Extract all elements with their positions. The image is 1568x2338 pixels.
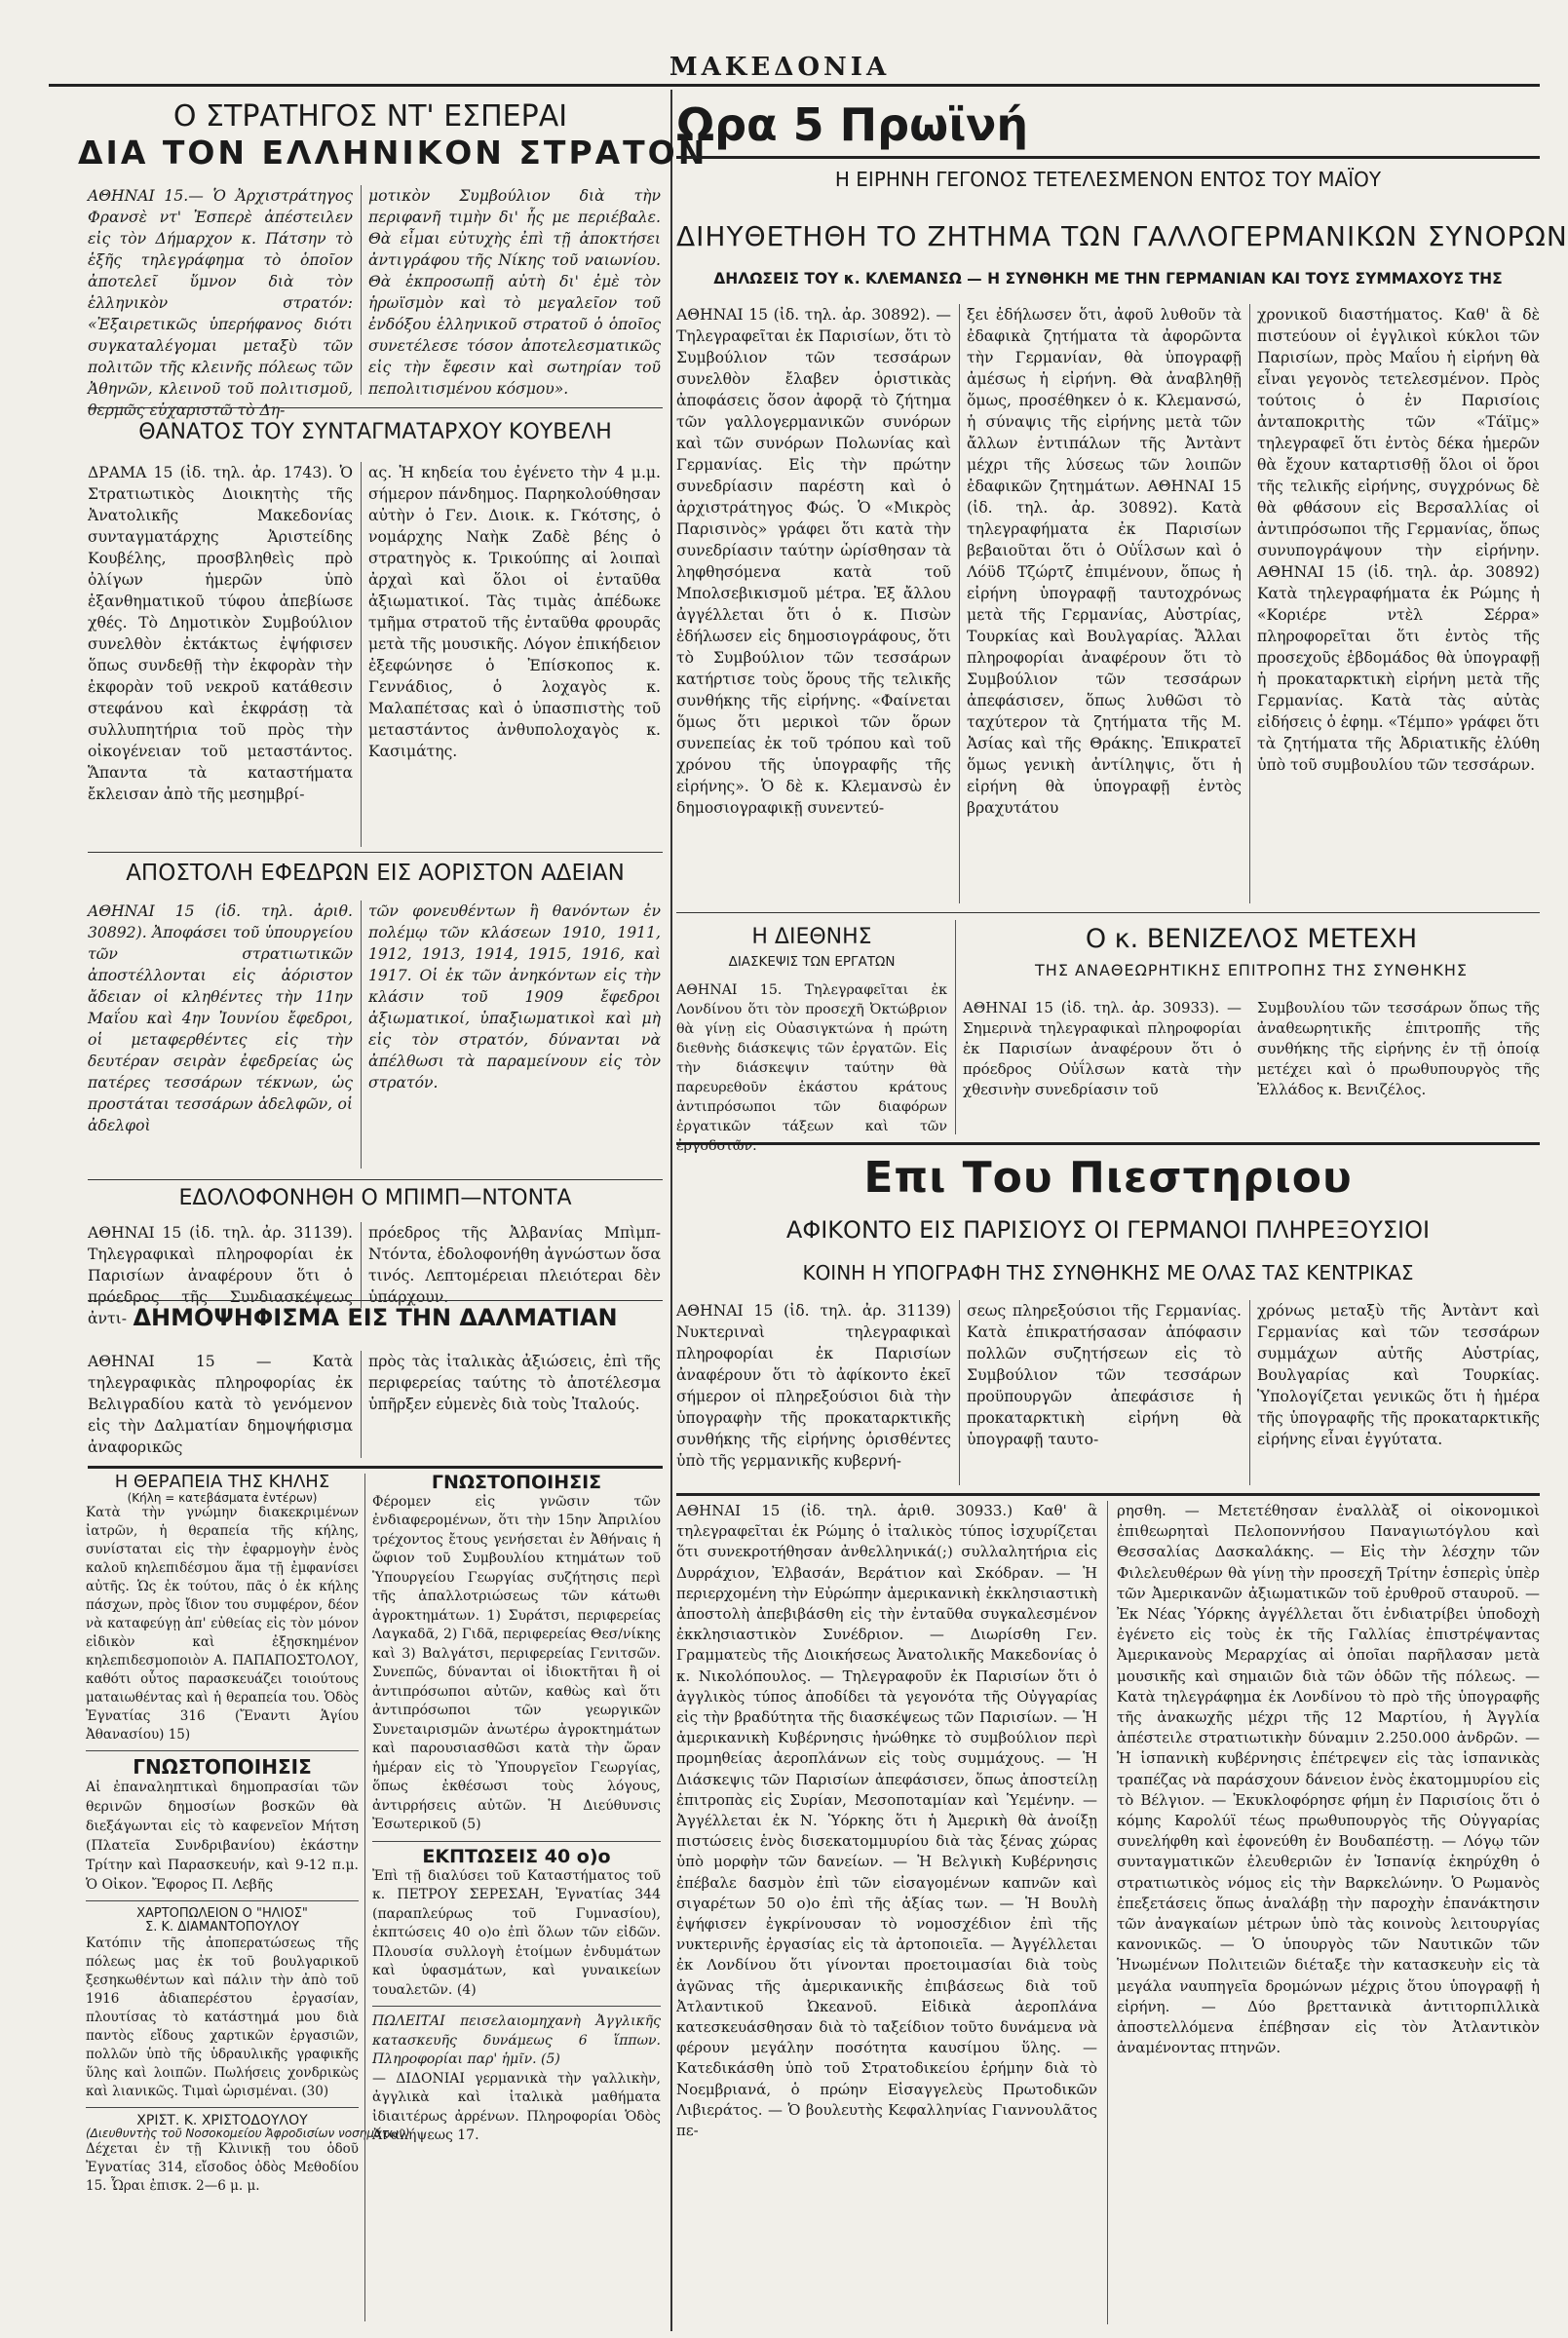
divider	[955, 920, 956, 1134]
leave-col-2: τῶν φονευθέντων ἢ θανόντων ἐν πολέμῳ τῶν κλάσεων 1910, 1911, 1912, 1913, 1914, 1915, 1916, καὶ 1917. Οἱ ἐκ τῶν ἀνηκόντων εἰς τὴν κλάσιν τοῦ 1909 ἔφεδροι ἀξιωματικοί, ὑπαξιωματικοὶ καὶ μὴ εἰς τὸν στρατόν, δύνανται νὰ ἀπέλθωσι τὰ παραμείνουν εἰς τὸν στρατόν.	[368, 902, 661, 1092]
venizelos-headline-2: ΤΗΣ ΑΝΑΘΕΩΡΗΤΙΚΗΣ ΕΠΙΤΡΟΠΗΣ ΤΗΣ ΣΥΝΘΗΚΗΣ	[1035, 961, 1468, 979]
death-col-1: ΔΡΑΜΑ 15 (ἰδ. τηλ. ἀρ. 1743). Ὁ Στρατιωτικὸς Διοικητὴς τῆς Ἀνατολικῆς Μακεδονίας συνταγματάρχης Ἀριστείδης Κουβέλης, προσβληθεὶς πρὸ ὀλίγων ἡμερῶν ὑπὸ ἐξανθηματικοῦ τύφου ἀπεβίωσε χθές. Τὸ Δημοτικὸν Συμβούλιον συνελθὸν ἐκτάκτως ἐψήφισεν ὅπως συνδεθῇ τὴν ἐκφορὰν τὴν ἐκφορὰν τοῦ νεκροῦ κατάθεσιν στεφάνου καὶ ἐκφράσῃ τὰ συλλυπητήρια τοῦ πρὸς τὴν οἰκογένειαν τοῦ μεταστάντος. Ἅπαντα τὰ καταστήματα ἔκλεισαν ἀπὸ τῆς μεσημβρί-	[88, 464, 353, 803]
divider	[88, 407, 663, 408]
dalmatia-col-2: πρὸς τὰς ἰταλικὰς ἀξιώσεις, ἐπὶ τῆς περιφερείας ταύτης τὸ ἀποτέλεσμα ὑπῆρξεν εὐμενὲς διὰ τοὺς Ἰταλούς.	[368, 1353, 661, 1413]
ad-subtitle: (Διευθυντὴς τοῦ Νοσοκομείου Ἀφροδισίων νοσημάτων)	[86, 2127, 410, 2141]
general-headline-2: ΔΙΑ ΤΟΝ ΕΛΛΗΝΙΚΟΝ ΣΤΡΑΤΟΝ	[78, 134, 708, 172]
peace-col-3: χρονικοῦ διαστήματος. Καθ' ἃ δὲ πιστεύουν οἱ ἐγγλικοὶ κύκλοι τῶν Παρισίων, πρὸς Μαΐου ἡ εἰρήνη θὰ εἶναι γεγονὸς τετελεσμένον. Πρὸς τούτοις ὁ ἐν Παρισίοις ἀνταποκριτὴς τῶν «Τάϊμς» τηλεγραφεῖ ὅτι ἐντὸς δέκα ἡμερῶν θὰ ἔχουν καταρτισθῇ ὅλοι οἱ ὅροι τῆς τελικῆς εἰρήνης, συγχρόνως δὲ θὰ φθάσουν εἰς Βερσαλλίας οἱ ἀντιπρόσωποι τῆς Γερμανίας, ὅπως συνυπογράψουν τὴν εἰρήνην. ΑΘΗΝΑΙ 15 (ἰδ. τηλ. ἀρ. 30892) Κατὰ τηλεγραφήματα ἐκ Ρώμης ἡ «Κοριέρε ντὲλ Σέρρα» πληροφορεῖται ὅτι ἐντὸς τῆς προσεχοῦς ἑβδομάδος θὰ ὑπογραφῇ ἡ προκαταρκτικὴ εἰρήνη μετὰ τῆς Γερμανίας. Κατὰ τὰς αὐτὰς εἰδήσεις ὁ ἐφημ. «Τέμπο» γράφει ὅτι τὰ ζητήματα τῆς Ἀδριατικῆς ἐλύθη ὑπὸ τοῦ συμβουλίου τῶν τεσσάρων.	[1257, 306, 1540, 774]
ad-stationery	[86, 1907, 359, 2100]
banner-5am: Ωρα 5 Πρωϊνή	[676, 98, 1029, 151]
masthead-rule	[49, 84, 1540, 87]
divider	[676, 1142, 1540, 1145]
general-headline-1: Ο ΣΤΡΑΤΗΓΟΣ ΝΤ' ΕΣΠΕΡΑΙ	[172, 99, 568, 134]
ad-title: ΕΚΠΤΩΣΕΙΣ 40 ο)ο	[422, 1845, 611, 1867]
albania-col-2: πρόεδρος τῆς Ἀλβανίας Μπὶμπ-Ντόντα, ἐδολοφονήθη ἀγνώστων ὅσα τινός. Λεπτομέρειαι πλειότεραι δὲν ὑπάρχουν.	[368, 1224, 661, 1306]
labor-headline-2: ΔΙΑΣΚΕΨΙΣ ΤΩΝ ΕΡΓΑΤΩΝ	[728, 954, 896, 970]
ad-body: Δέχεται ἐν τῇ Κλινικῇ του ὁδοῦ Ἐγνατίας 314, εἴσοδος ὁδὸς Μεθοδίου 15. Ὧραι ἐπισκ. 2—6 μ. μ.	[86, 2141, 359, 2195]
divider	[88, 1466, 663, 1469]
divider	[676, 912, 1540, 913]
ad-body: Αἱ ἐπαναληπτικαὶ δημοπρασίαι τῶν θερινῶν δημοσίων βοσκῶν θὰ διεξάγωνται εἰς τὸ καφενεῖον Μήτση (Πλατεῖα Συνδριβανίου) ἐκάστην Τρίτην καὶ Παρασκευήν, καὶ 9-12 π.μ. Ὁ Οἰκον. Ἔφορος Π. Λεβῆς	[86, 1780, 359, 1894]
death-headline: ΘΑΝΑΤΟΣ ΤΟΥ ΣΥΝΤΑΓΜΑΤΑΡΧΟΥ ΚΟΥΒΕΛΗ	[138, 420, 612, 444]
divider	[86, 1900, 359, 1901]
peace-headline-3: ΔΗΛΩΣΕΙΣ ΤΟΥ κ. ΚΛΕΜΑΝΣΩ — Η ΣΥΝΘΗΚΗ ΜΕ ΤΗΝ ΓΕΡΜΑΝΙΑΝ ΚΑΙ ΤΟΥΣ ΣΥΜΜΑΧΟΥΣ ΤΗΣ	[713, 270, 1503, 287]
press-col-3: χρόνως μεταξὺ τῆς Ἀντὰντ καὶ Γερμανίας καὶ τῶν τεσσάρων συμμάχων αὐτῆς Αὐστρίας, Βουλγαρίας καὶ Τουρκίας. Ὑπολογίζεται γενικῶς ὅτι ἡ ἡμέρα τῆς ὑπογραφῆς τῆς προκαταρκτικῆς εἰρήνης εἶναι ἐγγύτατα.	[1257, 1302, 1540, 1448]
ad-body: ΠΩΛΕΙΤΑΙ πεισελαιομηχανὴ Ἀγγλικῆς κατασκευῆς δυνάμεως 6 ἵππων. Πληροφορίαι παρ' ἡμῖν. (5)	[372, 2013, 661, 2068]
divider	[361, 185, 362, 395]
divider	[959, 304, 960, 903]
peace-col-2: ξει ἐδήλωσεν ὅτι, ἀφοῦ λυθοῦν τὰ ἐδαφικὰ ζητήματα τὰ ἀφορῶντα τὴν Γερμανίαν, θὰ ὑπογραφῇ ἀμέσως ἡ εἰρήνη. Θὰ ἀναβληθῇ ὅμως, προσέθηκεν ὁ κ. Κλεμανσώ, ἡ σύναψις τῆς εἰρήνης μετὰ τῶν ἄλλων ἐντιπάλων τῆς Ἀντὰντ μέχρι τῆς λύσεως τῶν λοιπῶν ἐδαφικῶν ζητημάτων. ΑΘΗΝΑΙ 15 (ἰδ. τηλ. ἀρ. 30892). Κατὰ τηλεγραφήματα ἐκ Παρισίων βεβαιοῦται ὅτι ὁ Οὐΐλσων καὶ ὁ Λόϋδ Τζώρτζ ἐπιμένουν, ὅπως ἡ εἰρήνη ὑπογραφῇ ταυτοχρόνως μετὰ τῆς Γερμανίας, Αὐστρίας, Τουρκίας καὶ Βουλγαρίας. Ἄλλαι πληροφορίαι ἀναφέρουν ὅτι τὸ Συμβούλιον τῶν τεσσάρων ἀπεφάσισεν, ὅπως λυθῶσι τὸ ταχύτερον τὰ ζητήματα τῆς Μ. Ἀσίας καὶ τῆς Θράκης. Ἐπικρατεῖ ὅμως γενικὴ ἀντίληψις, ὅτι ἡ εἰρήνη θὰ ὑπογραφῇ ἐντὸς βραχυτάτου	[967, 306, 1242, 817]
divider	[1107, 1501, 1108, 2324]
press-headline-2: ΚΟΙΝΗ Η ΥΠΟΓΡΑΦΗ ΤΗΣ ΣΥΝΘΗΚΗΣ ΜΕ ΟΛΑΣ ΤΑΣ ΚΕΝΤΡΙΚΑΣ	[802, 1261, 1414, 1284]
labor-headline-1: Η ΔΙΕΘΝΗΣ	[751, 925, 872, 949]
ad-hernia	[86, 1474, 359, 1744]
divider	[88, 852, 663, 853]
ad-discounts	[372, 1845, 661, 2000]
press-banner: Επι Του Πιεστηριου	[863, 1153, 1353, 1203]
ad-lessons	[372, 2070, 661, 2146]
ad-body: — ΔΙΔΟΝΙΑΙ γερμανικὰ τὴν γαλλικὴν, ἀγγλικὰ καὶ ἰταλικὰ μαθήματα ἰδιαιτέρως ἀρρένων. Πληροφορίαι Ὁδὸς Ἀναλήψεως 17.	[372, 2070, 661, 2144]
news-col-2: ρησθη. — Μετετέθησαν ἐναλλὰξ οἱ οἰκονομικοὶ ἐπιθεωρηταὶ Πελοποννήσου Παναγιωτόγλου καὶ Θεσσαλίας Δασκαλάκης. — Εἰς τὴν λέσχην τῶν Φιλελευθέρων θὰ γίνῃ τὴν προσεχῆ Τρίτην ἑσπερὶς ὑπὲρ τῶν Ἀμερικανῶν ἀξιωματικῶν τοῦ ἐρυθροῦ σταυροῦ. — Ἐκ Νέας Ὑόρκης ἀγγέλλεται ὅτι ἐνδιατρίβει ὑποδοχὴ ἐγένετο εἰς τοὺς ἐκ τῆς Γαλλίας ἐπιστρέψαντας Ἀμερικανοὺς Μεραρχίας αἱ ὁποῖαι παρῆλασαν μετὰ μουσικῆς καὶ σημαιῶν διὰ τῶν ὁδῶν τῆς πόλεως. — Κατὰ τηλεγράφημα ἐκ Λονδίνου τὸ πρὸ τῆς ὑπογραφῆς τῆς ἀνακωχῆς μέχρι τῆς 12 Μαρτίου, ἡ Ἀγγλία ἀπέστειλε στρατιωτικὴν δύναμιν 2.250.000 ἀνδρῶν. — Ἡ ἱσπανικὴ κυβέρνησις ἐπέτρεψεν εἰς τὰς ἱσπανικὰς τραπέζας νὰ παράσχουν δάνειον ἑνὸς ἑκατομμυρίου εἰς τὸ Βέλγιον. — Ἐκυκλοφόρησε φήμη ἐν Παρισίοις ὅτι ὁ κόμης Καρολύϊ τέως πρωθυπουργὸς τῆς Οὐγγαρίας συνελήφθη καὶ ἐφονεύθη ἐν Βουδαπέστῃ. — Λόγῳ τῶν συνταγματικῶν ἐλευθεριῶν ἐν Ἱσπανίᾳ ἐκηρύχθη ὁ στρατιωτικὸς νόμος εἰς τὴν Βαρκελώνην. Ὁ Ρωμανὸς ἐπεξετάσεις ὅπως ἀναλάβῃ τὴν παροχὴν ἐπανάκτησιν τῶν ἀναγκαίων μέτρων ὑπὸ τὰς κοινοὺς λειτουργίας κανονικῶς. — Ὁ ὑπουργὸς τῶν Ναυτικῶν τῶν Ἡνωμένων Πολιτειῶν διέταξε τὴν κατασκευὴν εἰς τὰ μεγάλα ναυπηγεῖα δρομώνων μέχρις ὅτου ὑπογραφῇ ἡ εἰρήνη. — Δύο βρεττανικὰ ἀντιτορπιλλικὰ ἀποστελλόμενα ἐπέβησαν εἰς τὸν Ἀτλαντικὸν ἀναμένοντας πτηνῶν.	[1117, 1502, 1540, 2057]
albania-col-1: ΑΘΗΝΑΙ 15 (ἰδ. τηλ. ἀρ. 31139). Τηλεγραφικαὶ πληροφορίαι ἐκ Παρισίων ἀναφέρουν ὅτι ὁ πρόεδρος τῆς Συνδιασκέψεως ἀντι-	[88, 1224, 353, 1327]
ads-column-2	[372, 1474, 661, 2331]
press-headline-1: ΑΦΙΚΟΝΤΟ ΕΙΣ ΠΑΡΙΣΙΟΥΣ ΟΙ ΓΕΡΜΑΝΟΙ ΠΛΗΡΕΞΟΥΣΙΟΙ	[785, 1216, 1431, 1244]
divider	[86, 2107, 359, 2108]
press-col-2: σεως πληρεξούσιοι τῆς Γερμανίας. Κατὰ ἐπικρατήσασαν ἀπόφασιν πολλῶν συζητήσεων εἰς τὸ Συμβούλιον τῶν τεσσάρων προϋπουργῶν ἀπεφάσισε ἡ προκαταρκτικὴ εἰρήνη θὰ ὑπογραφῇ ταυτο-	[967, 1302, 1242, 1448]
venizelos-col-2: Συμβουλίου τῶν τεσσάρων ὅπως τῆς ἀναθεωρητικῆς ἐπιτροπῆς τῆς συνθήκης τῆς εἰρήνης ἐν τῇ ὁποίᾳ μετέχει καὶ ὁ πρωθυπουργὸς τῆς Ἑλλάδος κ. Βενιζέλος.	[1257, 999, 1540, 1098]
leave-col-1: ΑΘΗΝΑΙ 15 (ἰδ. τηλ. ἀριθ. 30892). Ἀποφάσει τοῦ ὑπουργείου τῶν στρατιωτικῶν ἀποστέλλονται εἰς ἀόριστον ἄδειαν οἱ κληθέντες τὴν 11ην Μαΐου καὶ 4ην Ἰουνίου ἔφεδροι, οἱ μεταφερθέντες εἰς τὴν δευτέραν σειρὰν ἐφεδρείας ὡς πατέρες τεσσάρων τέκνων, ὡς προστάται τεσσάρων ἀδελφῶν, οἱ ἀδελφοὶ	[88, 902, 353, 1134]
dalmatia-headline: ΔΗΜΟΨΗΦΙΣΜΑ ΕΙΣ ΤΗΝ ΔΑΛΜΑΤΙΑΝ	[133, 1304, 618, 1331]
albania-headline: ΕΔΟΛΟΦΟΝΗΘΗ Ο ΜΠΙΜΠ—ΝΤΟΝΤΑ	[178, 1186, 572, 1210]
divider	[361, 901, 362, 1169]
peace-headline-1: Η ΕΙΡΗΝΗ ΓΕΓΟΝΟΣ ΤΕΤΕΛΕΣΜΕΝΟΝ ΕΝΤΟΣ ΤΟΥ ΜΑΪΟΥ	[834, 168, 1382, 191]
ad-subtitle: (Κήλη = κατεβάσματα ἐντέρων)	[127, 1490, 318, 1505]
divider	[959, 1300, 960, 1485]
death-col-2: ας. Ἡ κηδεία του ἐγένετο τὴν 4 μ.μ. σήμερον πάνδημος. Παρηκολούθησαν αὐτὴν ὁ Γεν. Διοικ. κ. Γκότσης, ὁ νομάρχης Ναὴκ Ζαδὲ βέης ὁ στρατηγὸς κ. Τρικούπης αἱ λοιπαὶ ἀρχαὶ καὶ ὅλοι οἱ ἐνταῦθα ἀξιωματικοί. Τὰς τιμὰς ἀπέδωκε τμῆμα στρατοῦ τῆς ἐνταῦθα φρουρᾶς μετὰ τῆς μουσικῆς. Λόγον ἐπικήδειον ἐξεφώνησε ὁ Ἐπίσκοπος κ. Γεννάδιος, ὁ λοχαγὸς κ. Μαλαπέτσας καὶ ὁ ὑπασπιστὴς τοῦ μεταστάντος ἀνθυπολοχαγὸς κ. Κασιμάτης.	[368, 464, 661, 760]
divider	[86, 1750, 359, 1751]
venizelos-col-1: ΑΘΗΝΑΙ 15 (ἰδ. τηλ. ἀρ. 30933). — Σημερινὰ τηλεγραφικαὶ πληροφορίαι ἐκ Παρισίων ἀναφέρουν ὅτι ὁ πρόεδρος Οὐΐλσων κατὰ τὴν χθεσινὴν συνεδρίασιν τοῦ	[963, 999, 1242, 1098]
ad-notice	[86, 1757, 359, 1895]
ad-doctor	[86, 2112, 410, 2196]
general-col-1: ΑΘΗΝΑΙ 15.— Ὁ Ἀρχιστράτηγος Φρανσὲ ντ' Ἐσπερὲ ἀπέστειλεν εἰς τὸν Δήμαρχον κ. Πάτσην τὸ ἑξῆς τηλεγράφημα τὸ ὁποῖον ἀποτελεῖ ὕμνον διὰ τὸν ἑλληνικὸν στρατόν: «Ἐξαιρετικῶς ὑπερήφανος διότι συγκαταλέγομαι μεταξὺ τῶν πολιτῶν τῆς κλεινῆς πόλεως τῶν Ἀθηνῶν, κλεινοῦ τοῦ πολιτισμοῦ, θερμῶς εὐχαριστῶ τὸ Δη-	[88, 187, 353, 419]
labor-body: ΑΘΗΝΑΙ 15. Τηλεγραφεῖται ἐκ Λονδίνου ὅτι τὸν προσεχῆ Ὀκτώβριον θὰ γίνῃ εἰς Οὐασιγκτώνα ἡ πρώτη διεθνὴς διάσκεψις τῶν ἐργατῶν. Εἰς τὴν διάσκεψιν ταύτην θὰ παρευρεθοῦν ἑκάστου κράτους ἀντιπρόσωποι τῶν διαφόρων ἐργατικῶν τάξεων καὶ τῶν ἐργοδοτῶν.	[676, 982, 947, 1154]
divider	[372, 1841, 661, 1842]
ad-title: ΓΝΩΣΤΟΠΟΙΗΣΙΣ	[431, 1472, 602, 1493]
ad-title: Η ΘΕΡΑΠΕΙΑ ΤΗΣ ΚΗΛΗΣ	[114, 1472, 330, 1492]
leave-headline: ΑΠΟΣΤΟΛΗ ΕΦΕΔΡΩΝ ΕΙΣ ΑΟΡΙΣΤΟΝ ΑΔΕΙΑΝ	[126, 861, 625, 886]
dalmatia-col-1: ΑΘΗΝΑΙ 15 — Κατὰ τηλεγραφικὰς πληροφορίας ἐκ Βελιγραδίου κατὰ τὸ γενόμενον εἰς τὴν Δαλματίαν δημοψήφισμα ἀναφορικῶς	[88, 1353, 353, 1456]
news-col-1: ΑΘΗΝΑΙ 15 (ἰδ. τηλ. ἀριθ. 30933.) Καθ' ἃ τηλεγραφεῖται ἐκ Ρώμης ὁ ἰταλικὸς τύπος ἰσχυρίζεται ὅτι συνεκροτήθησαν ἀνθελληνικά(;) συλλαλητήρια εἰς Δυρράχιον, Ἐλβασάν, Βεράτιον καὶ Σκόδραν. — Ἡ περιερχομένη τὴν Εὐρώπην ἀμερικανικὴ ἐκκλησιαστικὴ ἀποστολὴ ἀπεβιβάσθη εἰς τὴν ἐνταῦθα συγκαλεσμένον ἐκκλησιαστικὸν Συνέδριον. — Διωρίσθη Γεν. Γραμματεὺς τῆς Διοικήσεως Ἀνατολικῆς Μακεδονίας ὁ κ. Νικολόπουλος. — Τηλεγραφοῦν ἐκ Παρισίων ὅτι ὁ ἀγγλικὸς τύπος ἀποδίδει τὰ γεγονότα τῆς Οὐγγαρίας εἰς τὴν βραδύτητα τῆς διασκέψεως τῶν Παρισίων. — Ἡ ἀμερικανικὴ Κυβέρνησις ἠνώθηκε τὸ συμβούλιον περὶ προμηθείας ἀεροπλάνων εἰς τοὺς συμμάχους. — Ἡ Διάσκεψις τῶν Παρισίων ἀπεφάσισεν, ὅπως ἀποστείλῃ ἐπιτροπὰς εἰς Συρίαν, Μεσοποταμίαν καὶ Ὑεμένην. — Ἀγγέλλεται ἐκ Ν. Ὑόρκης ὅτι ἡ Ἀμερικὴ θὰ ἀνοίξῃ πιστώσεις ἑνὸς δισεκατομμυρίου διὰ τὰς ξένας χώρας ὑπὸ μορφὴν τῶν δανείων. — Ἡ Βελγικὴ Κυβέρνησις ἐπέβαλε δασμὸν ἐπὶ τῶν εἰσαγομένων καπνῶν καὶ σιγαρέτων 50 ο)ο ἐπὶ τῆς ἀξίας των. — Ἡ Βουλὴ ἐψήφισεν ἐγκρίνουσαν τὸ νομοσχέδιον ἐπὶ τῆς νυκτερινῆς ἐργασίας εἰς τὰ ἀρτοποιεῖα. — Ἀγγέλλεται ἐκ Λονδίνου ὅτι γίνονται προετοιμασίαι διὰ τοὺς ἀγῶνας τῆς ἀμερικανικῆς ἐπιβάσεως διὰ τοῦ Ἀτλαντικοῦ Ὠκεανοῦ. Εἰδικὰ ἀεροπλάνα κατεσκευάσθησαν διὰ τὸ ταξείδιον τοῦτο δυνάμενα νὰ φέρουν μεγάλην ποσότητα καυσίμου ὕλης. — Κατεδικάσθη ὑπὸ τοῦ Στρατοδικείου ἐρήμην διὰ τὸ Νοεμβριανά, ὁ πρώην Εἰσαγγελεὺς Πρωτοδικῶν Λιβιεράτος. — Ὁ βουλευτὴς Κεφαλληνίας Γιαννουλᾶτος πε-	[676, 1502, 1097, 2140]
divider	[361, 462, 362, 847]
ad-body: Κατόπιν τῆς ἀποπερατώσεως τῆς πόλεως μας ἐκ τοῦ βουλγαρικοῦ ξεσηκωθέντων καὶ πάλιν τὴν ἀπὸ τοῦ 1916 ἀδιαπερέστου ἐργασίαν, πλουτίσας τὸ κατάστημά μου διὰ παντὸς εἴδους χαρτικῶν ἐργασιῶν, πολλῶν ὑπὸ τῆς ὑδραυλικῆς γραφικῆς ὕλης καὶ λοιπῶν. Πωλήσεις χονδρικὼς καὶ λιανικῶς. Τιμαὶ ὡρισμέναι. (30)	[86, 1935, 359, 2099]
peace-headline-2: ΔΙΗΥΘΕΤΗΘΗ ΤΟ ΖΗΤΗΜΑ ΤΩΝ ΓΑΛΛΟΓΕΡΜΑΝΙΚΩΝ ΣΥΝΟΡΩΝ	[676, 220, 1568, 252]
divider	[1249, 1300, 1250, 1485]
divider	[1249, 304, 1250, 903]
divider	[372, 2006, 661, 2007]
general-col-2: μοτικὸν Συμβούλιον διὰ τὴν περιφανῆ τιμὴν δι' ἧς με περιέβαλε. Θὰ εἶμαι εὐτυχὴς ἐπὶ τῇ ἀποκτήσει ἀντιγράφου τῆς Νίκης τοῦ ναιωνίου. Θὰ ἐκπροσωπῇ αὐτὴ δι' ἐμὲ τὸν ἡρωϊσμὸν καὶ τὸ μεγαλεῖον τοῦ ἐνδόξου ἑλληνικοῦ στρατοῦ ὁ ὁποῖος συνετέλεσε τόσον ἀποτελεσματικῶς εἰς τὴν ἔφεσιν καὶ σωτηρίαν τοῦ πεπολιτισμένου κόσμου».	[368, 187, 661, 398]
press-col-1: ΑΘΗΝΑΙ 15 (ἰδ. τηλ. ἀρ. 31139) Νυκτεριναὶ τηλεγραφικαὶ πληροφορίαι ἐκ Παρισίων ἀναφέρουν ὅτι τὸ ἀφίκοντο ἐκεῖ σήμερον οἱ πληρεξούσιοι διὰ τὴν ὑπογραφὴν τῆς προκαταρκτικῆς συνθήκης τῆς εἰρήνης ὁρισθέντες ὑπὸ τῆς γερμανικῆς κυβερνή-	[676, 1302, 951, 1470]
masthead: ΜΑΚΕΔΟΝΙΑ	[669, 53, 891, 82]
ad-title: ΧΑΡΤΟΠΩΛΕΙΟΝ Ο "ΗΛΙΟΣ"	[136, 1906, 308, 1922]
ads-column-1	[86, 1472, 410, 2331]
divider	[361, 1222, 362, 1308]
divider	[676, 156, 1540, 159]
ad-body: Ἐπὶ τῇ διαλύσει τοῦ Καταστήματος τοῦ κ. ΠΕΤΡΟΥ ΣΕΡΕΣΑΗ, Ἐγνατίας 344 (παραπλεύρως τοῦ Γυμνασίου), ἐκπτώσεις 40 ο)ο ἐπὶ ὅλων τῶν εἰδῶν. Πλουσία συλλογὴ ἑτοίμων ἐνδυμάτων καὶ ὑφασμάτων, καὶ γυναικείων τουαλετῶν. (4)	[372, 1867, 661, 1998]
divider	[361, 1351, 362, 1458]
divider	[676, 1493, 1540, 1496]
divider	[88, 1300, 663, 1301]
ad-title: ΧΡΙΣΤ. Κ. ΧΡΙΣΤΟΔΟΥΛΟΥ	[136, 2112, 308, 2128]
venizelos-headline-1: Ο κ. ΒΕΝΙΖΕΛΟΣ ΜΕΤΕΧΗ	[1085, 924, 1418, 954]
ad-body: Φέρομεν εἰς γνῶσιν τῶν ἐνδιαφερομένων, ὅτι τὴν 15ην Ἀπριλίου τρέχοντος ἔτους γενήσεται ἐν Ἀθήναις ἡ ὥφιον τοῦ Συμβουλίου κτημάτων τοῦ Ὑπουργείου Γεωργίας συζήτησις περὶ τῆς ἀπαλλοτριώσεως τῶν κάτωθι ἀγροκτημάτων. 1) Συράτσι, περιφερείας Λαγκαδᾶ, 2) Γιδᾶ, περιφερείας Θεσ/νίκης καὶ 3) Βαλγάτσι, περιφερείας Γενιτσῶν. Συνεπῶς, δύνανται οἱ ἰδιοκτῆται ἢ οἱ ἀντιπρόσωποι αὐτῶν, καθὼς καὶ ὅτι ἀντιπρόσωποι τῶν γεωργικῶν Συνεταιρισμῶν ἀνωτέρω ἀγροκτημάτων καὶ παρουσιασθῶσι κατὰ τὴν ὥραν ἡμέραν εἰς τὸ Ὑπουργεῖον Γεωργίας, ὅπως ἐκθέσωσι τοὺς λόγους, ἀντιρρήσεις αὐτῶν. Ἡ Διεύθυνσις Ἐσωτερικοῦ (5)	[372, 1493, 661, 1833]
divider	[364, 1474, 365, 2321]
ad-title: ΓΝΩΣΤΟΠΟΙΗΣΙΣ	[133, 1755, 312, 1780]
ad-land-notice	[372, 1474, 661, 1835]
divider	[88, 1179, 663, 1180]
ad-subtitle: Σ. Κ. ΔΙΑΜΑΝΤΟΠΟΥΛΟΥ	[145, 1920, 299, 1936]
ad-for-sale	[372, 2012, 661, 2070]
column-divider	[670, 90, 672, 2331]
peace-col-1: ΑΘΗΝΑΙ 15 (ἰδ. τηλ. ἀρ. 30892). — Τηλεγραφεῖται ἐκ Παρισίων, ὅτι τὸ Συμβούλιον τῶν τεσσάρων συνελθὸν ἔλαβεν ὁριστικὰς ἀποφάσεις ὅσον ἀφορᾷ τὸ ζήτημα τῶν γαλλογερμανικῶν συνόρων καὶ τῶν συνόρων Πολωνίας καὶ Γερμανίας. Εἰς τὴν πρώτην συνεδρίασιν παρέστη καὶ ὁ ἀρχιστράτηγος Φώς. Ὁ «Μικρὸς Παρισινὸς» γράφει ὅτι κατὰ τὴν συνεδρίασιν ταύτην ὡρίσθησαν τὰ ληφθησόμενα κατὰ τοῦ Μπολσεβικισμοῦ μέτρα. Ἐξ ἄλλου ἀγγέλλεται ὅτι ὁ κ. Πισὼν ἐδήλωσεν εἰς δημοσιογράφους, ὅτι τὸ Συμβούλιον τῶν τεσσάρων κατήρτισε τοὺς ὅρους τῆς τελικῆς συνθήκης τῆς εἰρήνης. «Φαίνεται ὅμως ὅτι μερικοὶ τῶν ὅρων συνεπείας ἐκ τοῦ τρόπου καὶ τοῦ χρόνου τῆς ὑπογραφῆς τῆς εἰρήνης». Ὁ δὲ κ. Κλεμανσὼ ἐν δημοσιογραφικῇ συνεντεύ-	[676, 306, 951, 817]
ad-body: Κατὰ τὴν γνώμην διακεκριμένων ἰατρῶν, ἡ θεραπεία τῆς κήλης, συνίσταται εἰς τὴν ἐφαρμογὴν ἑνὸς καλοῦ κηλεπιδέσμου ἅμα τῇ ἐμφανίσει αὐτῆς. Ὡς ἐκ τούτου, πᾶς ὁ ἐκ κήλης πάσχων, πρὸς ἴδιον του συμφέρον, δέον νὰ καταφεύγῃ ἀπ' εὐθείας εἰς τὸν μόνον εἰδικὸν καὶ ἐξησκημένον κηλεπιδεσμοποιὸν Α. ΠΑΠΑΠΟΣΤΟΛΟΥ, καθότι οὗτος παρασκευάζει τοιούτους ματαιωθέντας καὶ ἡ θεραπεία του. Ὁδὸς Ἐγνατίας 316 (Ἔναντι Ἁγίου Ἀθανασίου) 15)	[86, 1505, 359, 1744]
